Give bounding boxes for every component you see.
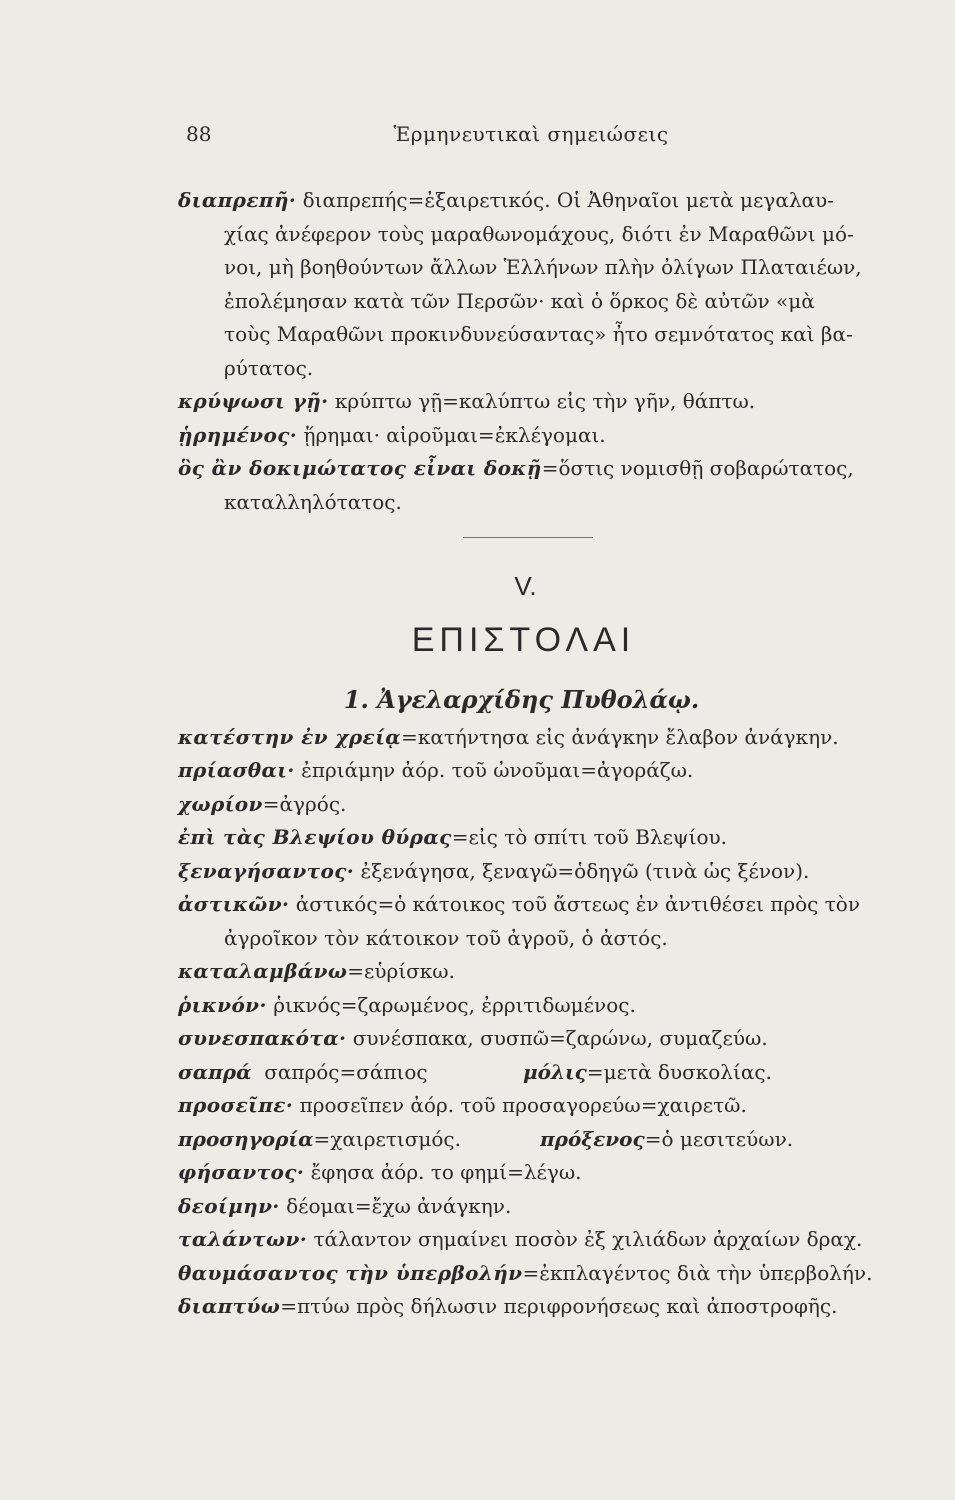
entry-lemma: συνεσπακότα· [178, 1026, 347, 1050]
entry-lemma: σαπρά [178, 1059, 252, 1084]
entry-synespakota [178, 1022, 893, 1056]
entry-def-line: =χαιρετισμός. [313, 1126, 461, 1151]
entry-lemma: διαπτύω [178, 1294, 281, 1318]
entry-row-prosegoria [178, 1123, 893, 1157]
entry-def-line: ἐπολέμησαν κατὰ τῶν Περσῶν· καὶ ὁ ὅρκος δὲ αὐτῶν «μὰ [224, 288, 815, 313]
entry-lemma: φήσαντος· [178, 1160, 305, 1184]
running-title: Ἑρμηνευτικαὶ σημειώσεις [393, 122, 669, 146]
entry-lemma: κρύψωσι γῇ· [178, 389, 329, 413]
entry-def-line: ἐπριάμην ἀόρ. τοῦ ὠνοῦμαι=ἀγοράζω. [301, 758, 694, 782]
entry-lemma: θαυμάσαντος τὴν ὑπερβολήν [178, 1260, 523, 1285]
entry-lemma: καταλαμβάνω [178, 959, 348, 983]
entry-def-line: =ἐκπλαγέντος διὰ τὴν ὑπερβολήν. [522, 1260, 873, 1285]
entry-proseipe [178, 1089, 893, 1123]
entry-xenagesantos [178, 855, 893, 889]
entry-def-line: ἀγροῖκον τὸν κάτοικον τοῦ ἀγροῦ, ὁ ἀστός. [224, 925, 668, 950]
entry-katestin [178, 721, 893, 755]
section-divider [463, 537, 593, 538]
entry-lemma: ἀστικῶν· [178, 892, 290, 916]
section-title: ΕΠΙΣΤΟΛΑΙ [411, 620, 636, 659]
entry-lemma: μόλις [523, 1059, 587, 1084]
entry-lemma: δεοίμην· [178, 1193, 280, 1218]
entry-dokimotatos [178, 452, 893, 519]
entry-lemma: χωρίον [178, 791, 263, 816]
entry-chorion [178, 788, 893, 822]
entry-def-line: ἀστικός=ὁ κάτοικος τοῦ ἄστεως ἐν ἀντιθέσει πρὸς τὸν [295, 892, 861, 916]
entry-def-line: ἐξενάγησα, ξεναγῶ=ὁδηγῶ (τινὰ ὡς ξένον). [360, 858, 810, 883]
entry-lemma: ταλάντων· [178, 1227, 308, 1251]
entry-def-line: =εὑρίσκω. [347, 959, 455, 983]
entry-thaumasantos [178, 1257, 893, 1291]
entry-def-line: σαπρός=σάπιος [264, 1059, 428, 1084]
section-numeral: V. [514, 571, 537, 601]
entry-deoimen [178, 1190, 893, 1224]
entry-def-line: προσεῖπεν ἀόρ. τοῦ προσαγορεύω=χαιρετῶ. [299, 1093, 747, 1117]
entry-row-sapra [178, 1056, 893, 1090]
page-header [186, 122, 876, 156]
entry-krypsosi [178, 385, 893, 419]
entry-talanton [178, 1223, 893, 1257]
page-body [178, 184, 893, 1324]
entry-def-line: συνέσπακα, συσπῶ=ζαρώνω, συμαζεύω. [352, 1026, 768, 1050]
entry-def-line: ῥικνός=ζαρωμένος, ἐρριτιδωμένος. [273, 992, 636, 1017]
letter-title: 1. Ἀγελαρχίδης Πυθολάῳ. [343, 685, 700, 714]
entry-lemma: πρόξενος [540, 1126, 645, 1151]
entry-def-line: =ὁ μεσιτεύων. [644, 1126, 794, 1151]
page-number: 88 [186, 122, 212, 146]
entry-def-line: =ἀγρός. [262, 791, 347, 816]
entry-def-line: διαπρεπής=ἐξαιρετικός. Οἱ Ἀθηναῖοι μετὰ μεγαλαυ- [302, 188, 834, 212]
entry-diaprepe [178, 184, 893, 385]
entry-def-line: τάλαντον σημαίνει ποσὸν ἐξ χιλιάδων ἀρχαίων δραχ. [313, 1227, 863, 1251]
entry-def-line: =μετὰ δυσκολίας. [586, 1059, 772, 1084]
entry-eremenos [178, 419, 893, 453]
entry-def-line: κρύπτω γῇ=καλύπτω εἰς τὴν γῆν, θάπτω. [334, 389, 756, 413]
entry-astikon [178, 888, 893, 955]
entry-riknon [178, 989, 893, 1023]
entry-priasthai [178, 754, 893, 788]
entry-diaptyo [178, 1290, 893, 1324]
entry-lemma: ἐπὶ τὰς Βλεψίου θύρας [178, 825, 452, 849]
entry-lemma: προσηγορία [178, 1126, 314, 1151]
entry-def-line: =ὅστις νομισθῇ σοβαρώτατος, [541, 456, 854, 480]
entry-def-line: δέομαι=ἔχω ἀνάγκην. [286, 1193, 512, 1218]
entry-lemma: ᾑρημένος· [178, 422, 298, 447]
entry-lemma: διαπρεπῆ· [178, 188, 297, 212]
entry-def-line: =εἰς τὸ σπίτι τοῦ Βλεψίου. [451, 825, 728, 849]
entry-def-line: ρύτατος. [224, 355, 314, 380]
entry-def-line: χίας ἀνέφερον τοὺς μαραθωνομάχους, διότι ἐν Μαραθῶνι μό- [224, 221, 854, 246]
entry-def-line: καταλληλότατος. [224, 489, 402, 514]
entry-def-line: τοὺς Μαραθῶνι προκινδυνεύσαντας» ἦτο σεμνότατος καὶ βα- [224, 322, 853, 346]
entry-lemma: προσεῖπε· [178, 1093, 294, 1117]
entry-def-line: =πτύω πρὸς δήλωσιν περιφρονήσεως καὶ ἀποστροφῆς. [280, 1294, 838, 1318]
entry-def-line: =κατήντησα εἰς ἀνάγκην ἔλαβον ἀνάγκην. [401, 724, 839, 749]
entry-lemma: πρίασθαι· [178, 758, 295, 782]
entry-phesantos [178, 1156, 893, 1190]
entry-lemma: ῥικνόν· [178, 992, 267, 1017]
entry-def-line: ἔφησα ἀόρ. το φημί=λέγω. [310, 1160, 582, 1184]
entry-def-line: ᾕρημαι· αἱροῦμαι=ἐκλέγομαι. [303, 422, 606, 447]
entry-lemma: ὃς ἂν δοκιμώτατος εἶναι δοκῇ [178, 456, 542, 480]
entry-lemma: ξεναγήσαντος· [178, 858, 355, 883]
entry-lemma: κατέστην ἐν χρείᾳ [178, 724, 402, 749]
entry-def-line: νοι, μὴ βοηθούντων ἄλλων Ἑλλήνων πλὴν ὀλίγων Πλαταιέων, [224, 255, 862, 279]
entry-katalambano [178, 955, 893, 989]
entry-blepsiou [178, 821, 893, 855]
